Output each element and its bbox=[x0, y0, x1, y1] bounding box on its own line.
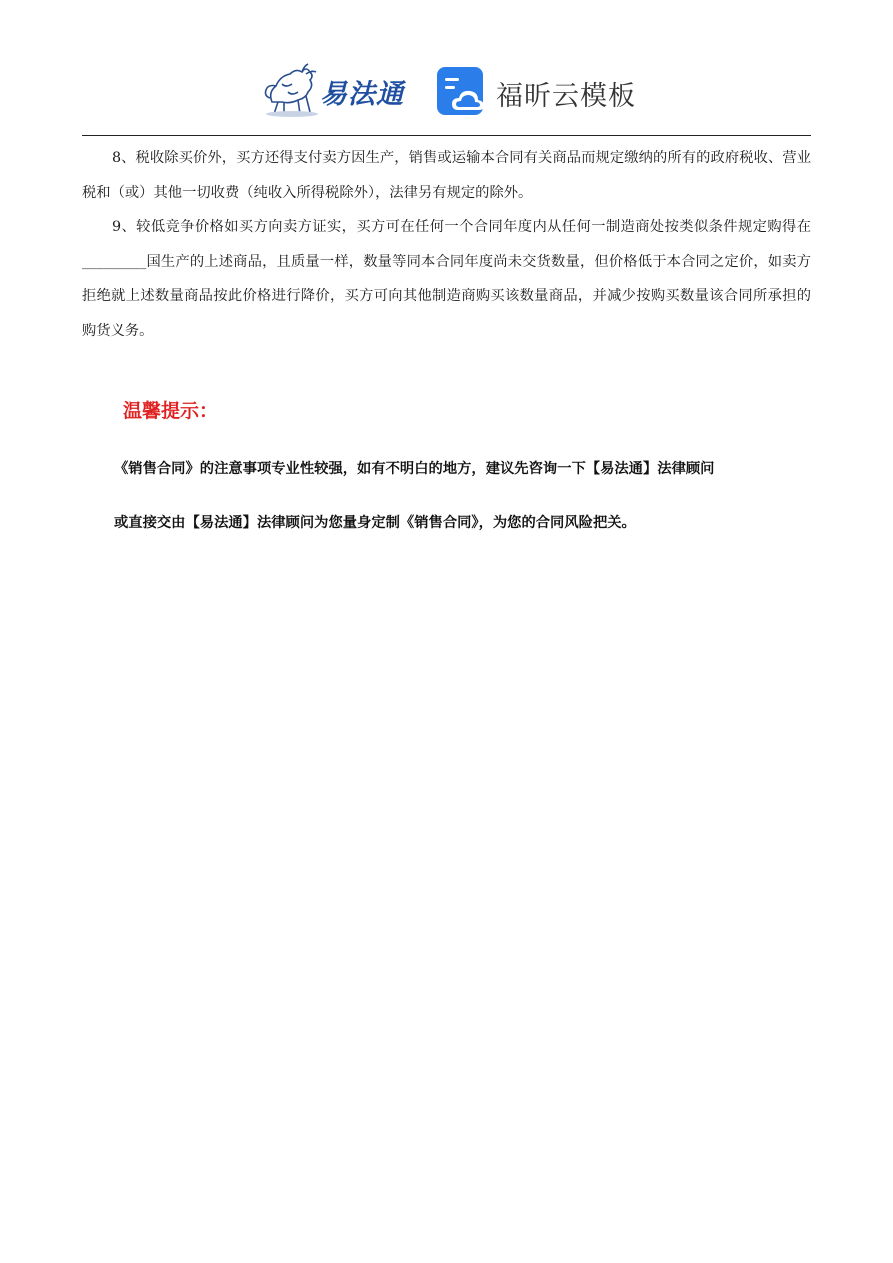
tips-body bbox=[114, 452, 814, 560]
yifatong-logo bbox=[262, 62, 412, 118]
tips-line-2: 或直接交由【易法通】法律顾问为您量身定制《销售合同》，为您的合同风险把关。 bbox=[114, 515, 636, 531]
qilin-emblem-icon bbox=[262, 62, 322, 118]
page-header bbox=[0, 58, 893, 122]
tips-line-1: 《销售合同》的注意事项专业性较强，如有不明白的地方，建议先咨询一下【易法通】法律顾问 bbox=[114, 461, 715, 477]
paragraph-8-tax: 8、税收除买价外，买方还得支付卖方因生产，销售或运输本合同有关商品而规定缴纳的所有的政府税收、营业税和（或）其他一切收费（纯收入所得税除外），法律另有规定的除外。 bbox=[82, 150, 811, 201]
contract-body bbox=[82, 141, 811, 348]
cloud-document-icon bbox=[436, 66, 486, 116]
tips-title: 温馨提示： bbox=[123, 400, 219, 422]
yifatong-logo-text: 易法通 bbox=[320, 79, 404, 110]
paragraph-9-competitive-price: 9、较低竞争价格如买方向卖方证实，买方可在任何一个合同年度内从任何一制造商处按类似条件规定购得在_________国生产的上述商品，且质量一样，数量等同本合同年度尚未交货数量，但价格低于本合同之定价，如卖方拒绝就上述数量商品按此价格进行降价，买方可向其他制造商购买该数量商品，并减少按购买数量该合同所承担的购货义务。 bbox=[82, 219, 811, 339]
foxit-cloud-template-logo bbox=[436, 66, 636, 116]
foxit-cloud-template-text: 福昕云模板 bbox=[496, 81, 636, 112]
header-divider bbox=[82, 135, 811, 136]
